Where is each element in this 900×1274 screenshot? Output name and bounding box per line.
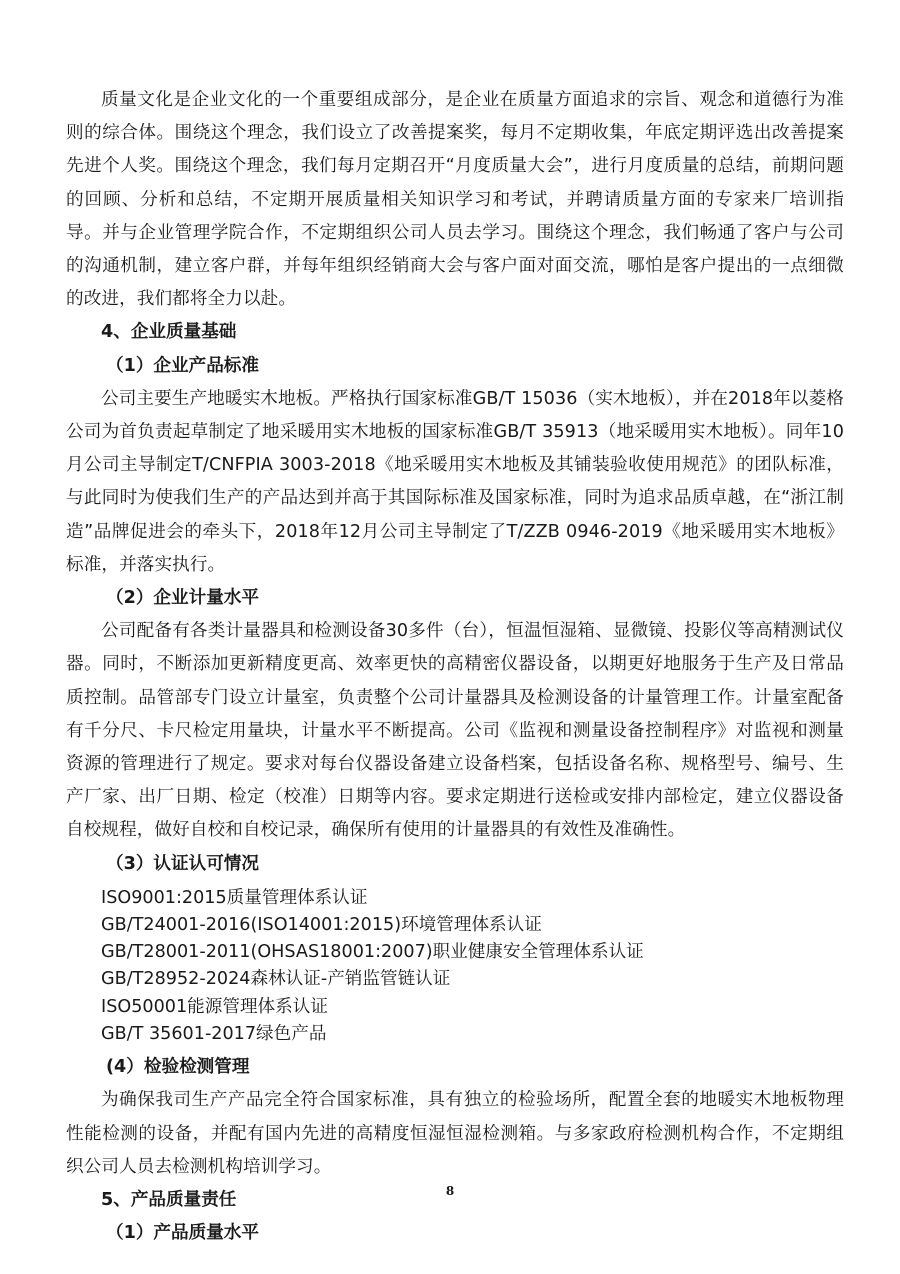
certification-item: ISO9001:2015质量管理体系认证 [101, 887, 368, 908]
section-4-heading: 4、企业质量基础 [101, 322, 237, 343]
inspection-heading: (4）检验检测管理 [106, 1057, 250, 1078]
certification-item: GB/T28001-2011(OHSAS18001:2007)职业健康安全管理体系认证 [101, 942, 644, 963]
measurement-heading: （2）企业计量水平 [106, 588, 259, 609]
certification-heading: （3）认证认可情况 [106, 853, 259, 874]
certification-item: GB/T28952-2024森林认证-产销监管链认证 [101, 969, 451, 990]
certification-item: GB/T 35601-2017绿色产品 [101, 1023, 327, 1044]
measurement-paragraph: 公司配备有各类计量器具和检测设备30多件（台），恒温恒湿箱、显微镜、投影仪等高精测试仪器。同时，不断添加更新精度更高、效率更快的高精密仪器设备，以期更好地服务于生产及日常品质控制。品管部专门设立计量室，负责整个公司计量器具及检测设备的计量管理工作。计量室配备有千分尺、卡尺检定用量块，计量水平不断提高。公司《监视和测量设备控制程序》对监视和测量资源的管理进行了规定。要求对每台仪器设备建立设备档案，包括设备名称、规格型号、编号、生产厂家、出厂日期、检定（校准）日期等内容。要求定期进行送检或安排内部检定，建立仪器设备自校规程，做好自校和自校记录，确保所有使用的计量器具的有效性及准确性。 [66, 621, 844, 841]
product-standard-paragraph: 公司主要生产地暖实木地板。严格执行国家标准GB/T 15036（实木地板），并在2018年以菱格公司为首负责起草制定了地采暖用实木地板的国家标准GB/T 35913（地采暖用实木地板）。同年10月公司主导制定T/CNFPIA 3003-2018《地采暖用实木地板及其铺装验收使用规范》的团队标准，与此同时为使我们生产的产品达到并高于其国际标准及国家标准，同时为追求品质卓越，在“浙江制造”品牌促进会的牵头下，2018年12月公司主导制定了T/ZZB 0946-2019《地采暖用实木地板》标准，并落实执行。 [66, 388, 844, 575]
certification-item: GB/T24001-2016(ISO14001:2015)环境管理体系认证 [101, 915, 542, 936]
section-5-heading: 5、产品质量责任 [101, 1189, 237, 1210]
certification-list [66, 885, 844, 1048]
page-content [66, 84, 844, 1250]
inspection-paragraph: 为确保我司生产产品完全符合国家标准，具有独立的检验场所，配置全套的地暖实木地板物理性能检测的设备，并配有国内先进的高精度恒湿恒湿检测箱。与多家政府检测机构合作，不定期组织公司人员去检测机构培训学习。 [66, 1090, 844, 1177]
page-number: 8 [445, 1184, 455, 1198]
intro-paragraph: 质量文化是企业文化的一个重要组成部分，是企业在质量方面追求的宗旨、观念和道德行为准则的综合体。围绕这个理念，我们设立了改善提案奖，每月不定期收集，年底定期评选出改善提案先进个人奖。围绕这个理念，我们每月定期召开“月度质量大会”，进行月度质量的总结，前期问题的回顾、分析和总结，不定期开展质量相关知识学习和考试，并聘请质量方面的专家来厂培训指导。并与企业管理学院合作，不定期组织公司人员去学习。围绕这个理念，我们畅通了客户与公司的沟通机制，建立客户群，并每年组织经销商大会与客户面对面交流，哪怕是客户提出的一点细微的改进，我们都将全力以赴。 [66, 90, 844, 310]
product-standard-heading: （1）企业产品标准 [106, 355, 259, 376]
quality-level-heading: （1）产品质量水平 [106, 1223, 259, 1244]
certification-item: ISO50001能源管理体系认证 [101, 996, 328, 1017]
